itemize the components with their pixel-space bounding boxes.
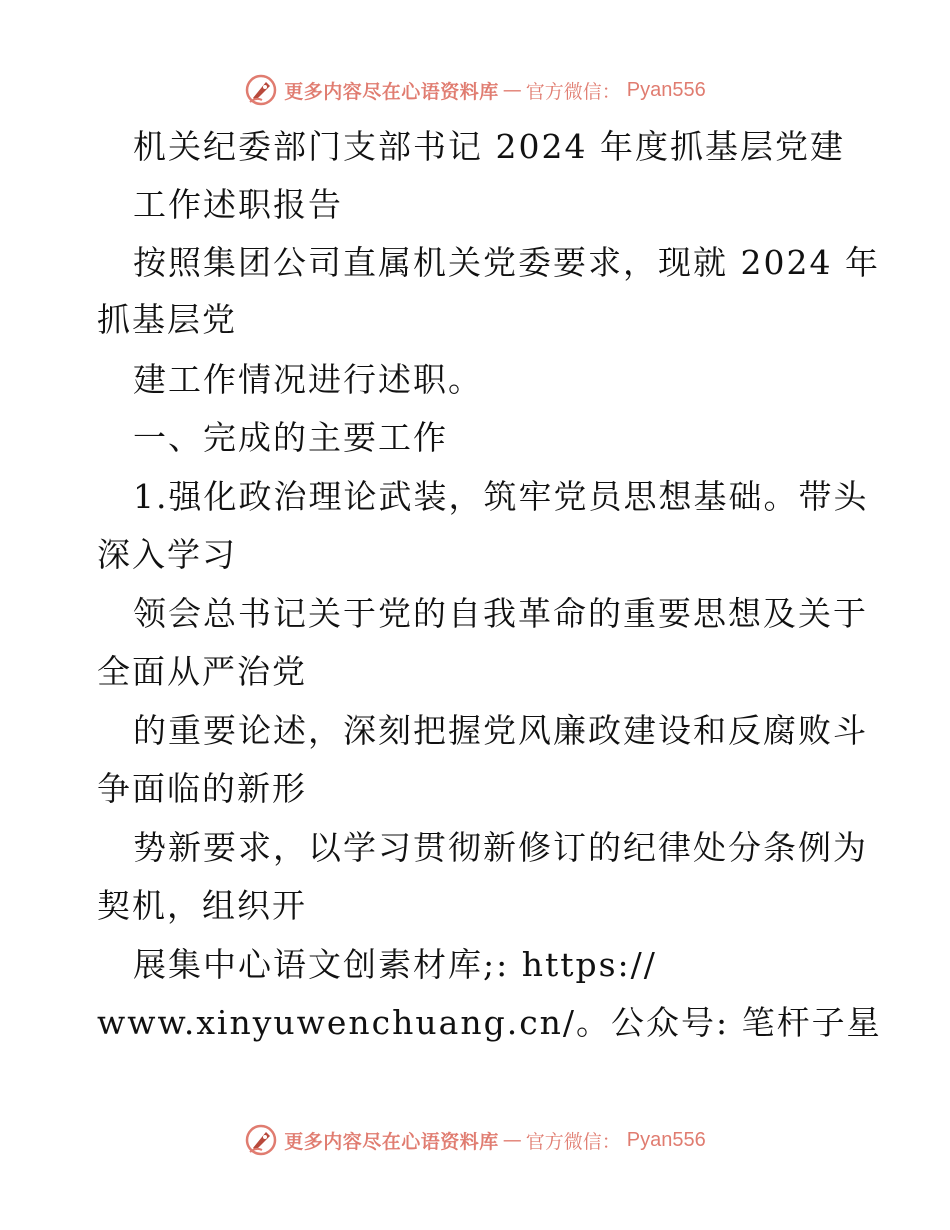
watermark-wechat-id: Pyan556 xyxy=(626,78,706,101)
paragraph-4-line-1: 的重要论述，深刻把握党风廉政建设和反腐败斗 xyxy=(133,711,868,750)
paragraph-6-line-1: 展集中心语文创素材库;: https:// xyxy=(133,945,657,984)
watermark-wechat-label: 官方微信： xyxy=(525,1130,621,1153)
watermark-main-text: 更多内容尽在心语资料库 xyxy=(284,1130,499,1153)
watermark-dash: — xyxy=(502,1129,522,1151)
doc-title-line-2: 工作述职报告 xyxy=(133,185,343,224)
doc-title-line-1: 机关纪委部门支部书记 2024 年度抓基层党建 xyxy=(133,127,845,166)
item-1-line-1: 1.强化政治理论武装，筑牢党员思想基础。带头 xyxy=(133,477,869,516)
paragraph-5-line-1: 势新要求，以学习贯彻新修订的纪律处分条例为 xyxy=(133,828,868,867)
paragraph-2-line-1: 建工作情况进行述职。 xyxy=(133,360,483,399)
section-1-heading: 一、完成的主要工作 xyxy=(133,418,448,457)
watermark-wechat-id: Pyan556 xyxy=(626,1128,706,1151)
footer-watermark xyxy=(0,1120,950,1160)
paragraph-1-line-1: 按照集团公司直属机关党委要求，现就 2024 年 xyxy=(133,243,880,282)
pen-nib-logo-icon xyxy=(244,73,278,107)
paragraph-3-line-2: 全面从严治党 xyxy=(97,652,307,691)
watermark-dash: — xyxy=(502,79,522,101)
watermark-wechat-label: 官方微信： xyxy=(525,80,621,103)
paragraph-4-line-2: 争面临的新形 xyxy=(97,769,307,808)
item-1-line-2: 深入学习 xyxy=(97,535,237,574)
pen-nib-logo-icon xyxy=(244,1123,278,1157)
header-watermark xyxy=(0,70,950,110)
paragraph-5-line-2: 契机，组织开 xyxy=(97,886,307,925)
watermark-main-text: 更多内容尽在心语资料库 xyxy=(284,80,499,103)
paragraph-6-line-2: www.xinyuwenchuang.cn/。公众号: 笔杆子星 xyxy=(97,1003,882,1042)
paragraph-3-line-1: 领会总书记关于党的自我革命的重要思想及关于 xyxy=(133,594,868,633)
paragraph-1-line-2: 抓基层党 xyxy=(97,300,237,339)
